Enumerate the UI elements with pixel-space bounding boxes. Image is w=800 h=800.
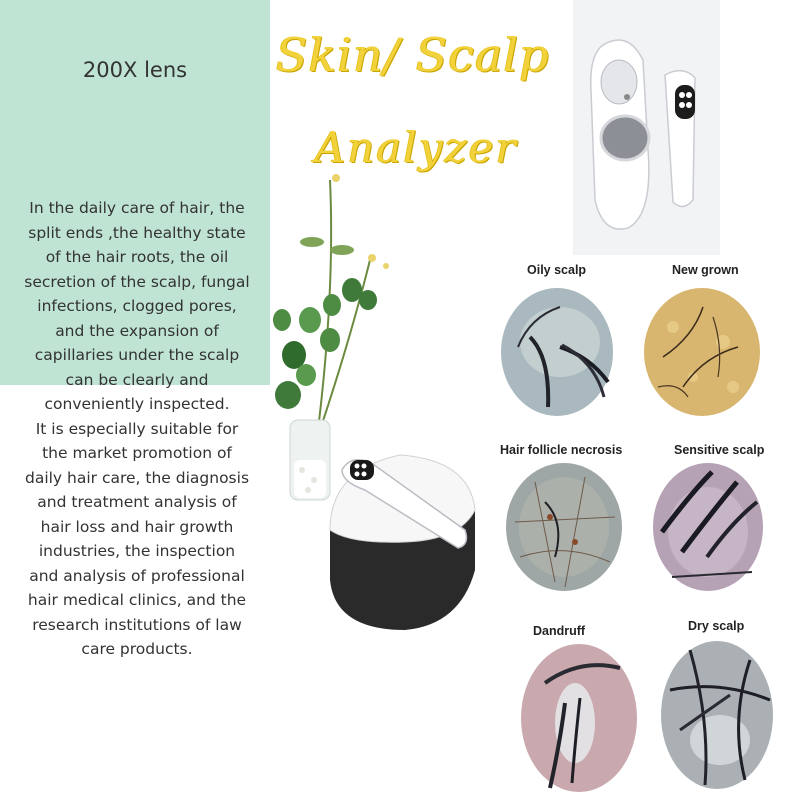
plant-and-device-illustration [270, 170, 500, 640]
description-line: secretion of the scalp, fungal [24, 272, 250, 291]
description-line: split ends ,the healthy state [28, 223, 246, 242]
description-line: infections, clogged pores, [37, 297, 237, 315]
lens-label: 200X lens [82, 58, 188, 82]
description-line: conveniently inspected. [44, 395, 230, 413]
description-line: capillaries under the scalp [34, 346, 240, 364]
description-line: the market promotion of [42, 444, 232, 462]
label-oily-scalp: Oily scalp [527, 263, 587, 277]
description-line: care products. [81, 640, 193, 658]
label-dry-scalp: Dry scalp [688, 619, 745, 633]
oily-scalp-image [500, 287, 614, 417]
dandruff-image [520, 643, 638, 793]
label-new-grown: New grown [672, 263, 739, 277]
description-line: hair medical clinics, and the [27, 591, 247, 609]
description-line: research institutions of law [32, 615, 242, 634]
title-line-1: Skin/ Scalp [276, 28, 550, 82]
dry-scalp-image [660, 640, 774, 790]
title-line-2: Analyzer [315, 123, 518, 172]
description-line: and treatment analysis of [37, 493, 237, 511]
description-line: and analysis of professional [29, 566, 245, 585]
description-line: daily hair care, the diagnosis [24, 468, 250, 487]
label-sensitive-scalp: Sensitive scalp [674, 443, 765, 457]
label-dandruff: Dandruff [533, 624, 586, 638]
label-hair-follicle-necrosis: Hair follicle necrosis [500, 443, 623, 457]
description-line: industries, the inspection [38, 542, 236, 560]
description-text [6, 196, 268, 662]
device-holder-illustration [573, 0, 720, 255]
sensitive-scalp-image [652, 462, 764, 592]
description-line: can be clearly and [65, 370, 209, 389]
description-line: of the hair roots, the oil [45, 248, 229, 266]
description-line: and the expansion of [55, 321, 219, 340]
description-line: In the daily care of hair, the [29, 199, 245, 217]
description-line: It is especially suitable for [35, 419, 239, 438]
hair-follicle-necrosis-image [505, 462, 623, 592]
description-line: hair loss and hair growth [40, 517, 234, 536]
new-grown-image [643, 287, 761, 417]
